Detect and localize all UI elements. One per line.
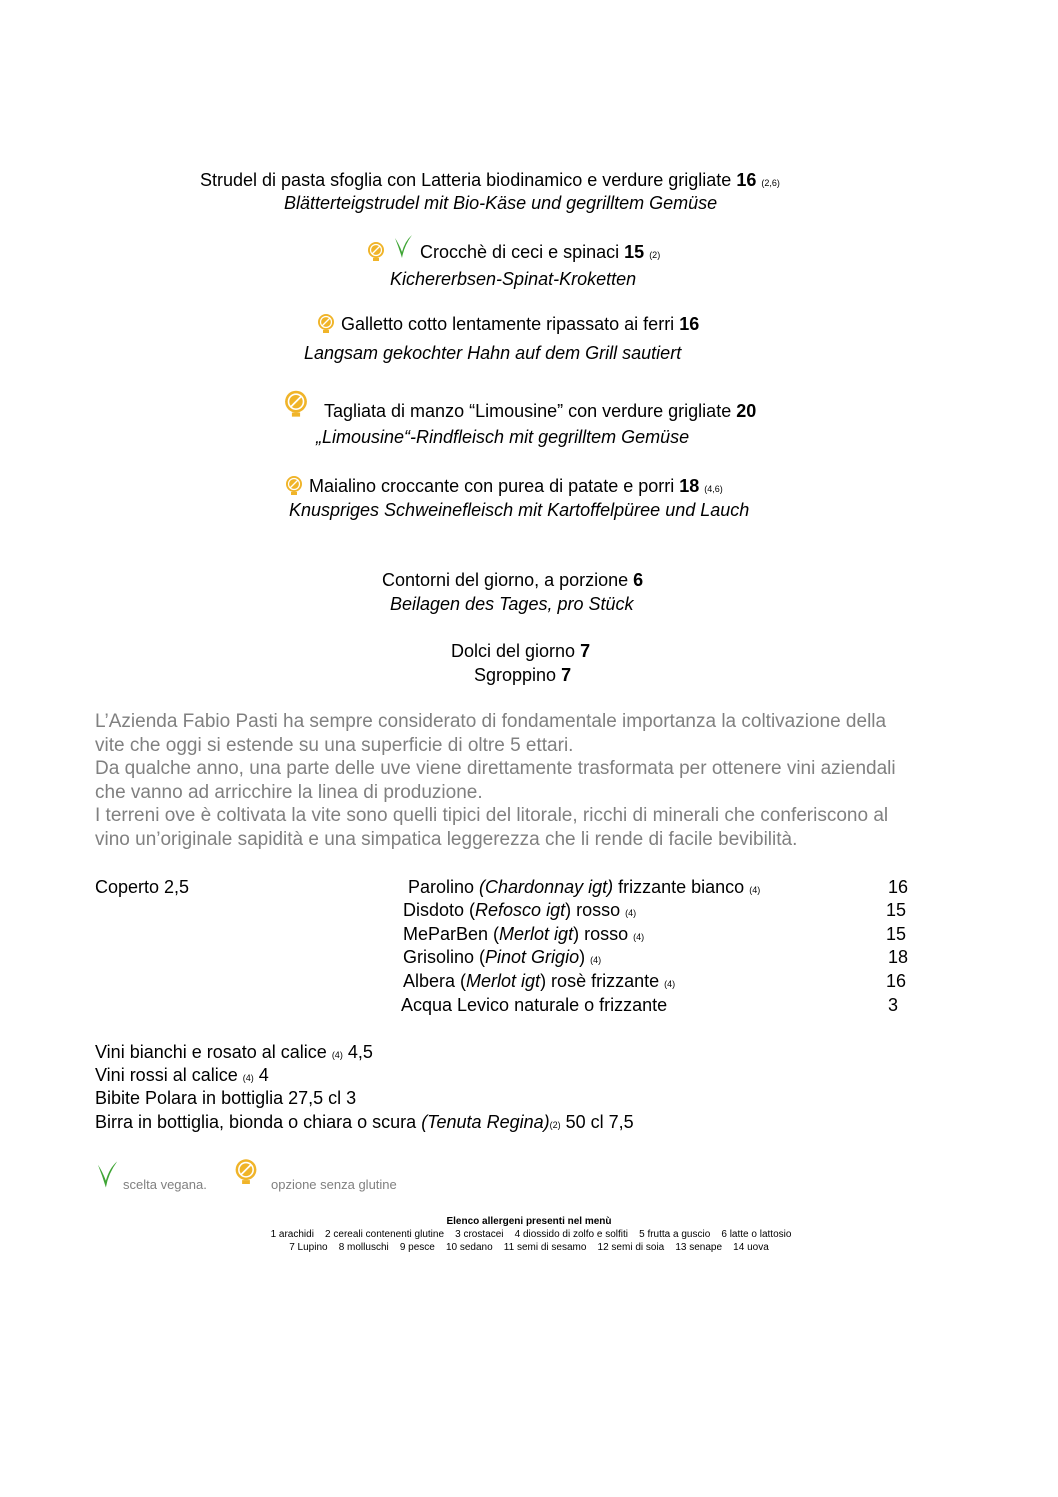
contorni-line [382, 570, 643, 591]
dish-1-line [200, 170, 780, 191]
wine-allergen: (4) [664, 979, 676, 989]
wine-type: frizzante bianco [613, 877, 750, 897]
wine-row [403, 900, 636, 921]
wine-name: Grisolino ( [403, 947, 486, 967]
dolci-name: Dolci del giorno [451, 641, 576, 661]
dish-3-name: Galletto cotto lentamente ripassato ai ferri [341, 314, 675, 334]
dish-2-name: Crocchè di ceci e spinaci [420, 242, 620, 262]
dish-1-german: Blätterteigstrudel mit Bio-Käse und gegrilltem Gemüse [284, 193, 718, 213]
wine-row [403, 924, 644, 945]
wine-name: Parolino [408, 877, 480, 897]
dolci-line [451, 641, 590, 662]
dish-1-price: 16 [736, 170, 757, 190]
glass-row [95, 1065, 269, 1086]
glass-allergen: (4) [331, 1050, 343, 1060]
wine-variety: (Chardonnay igt) [479, 877, 614, 897]
sgroppino-price: 7 [561, 665, 572, 685]
wine-price: 15 [886, 924, 907, 944]
dish-5-line [284, 474, 723, 501]
dish-5-german: Knuspriges Schweinefleisch mit Kartoffelpüree und Lauch [289, 500, 750, 520]
wine-price: 16 [886, 971, 907, 991]
gluten-free-icon [316, 312, 336, 339]
allergen-line-1: 1 arachidi 2 cereali contenenti glutine 3 crostacei 4 diossido di zolfo e solfiti 5 frutta a guscio 6 latte o lattosio [270, 1229, 792, 1240]
glass-allergen: (4) [242, 1073, 254, 1083]
gluten-free-icon [233, 1156, 259, 1191]
wine-price: 3 [888, 995, 899, 1015]
wine-allergen: (4) [633, 932, 645, 942]
glass-price: 4 [253, 1065, 269, 1085]
dish-3-german: Langsam gekochter Hahn auf dem Grill sautiert [304, 343, 682, 363]
wine-price: 16 [888, 877, 909, 897]
gluten-free-icon [366, 240, 386, 267]
wine-price: 18 [888, 947, 909, 967]
wine-variety: Merlot igt [466, 971, 541, 991]
legend-gluten: opzione senza glutine [271, 1177, 397, 1192]
glass-row [95, 1042, 373, 1063]
glass-price: 4,5 [342, 1042, 373, 1062]
dolci-price: 7 [580, 641, 591, 661]
coperto: Coperto 2,5 [95, 877, 190, 897]
dish-2-allergens: (2) [649, 250, 661, 260]
wine-row [401, 995, 667, 1016]
dish-2-german: Kichererbsen-Spinat-Kroketten [390, 269, 637, 289]
wine-name: Acqua Levico naturale o frizzante [401, 995, 668, 1015]
dish-5-price: 18 [679, 476, 700, 496]
glass-name: Vini bianchi e rosato al calice [95, 1042, 332, 1062]
about-line: vite che oggi si estende su una superficie di oltre 5 ettari. [95, 734, 574, 756]
dish-2-price: 15 [624, 242, 645, 262]
wine-type: ) [579, 947, 591, 967]
glass-brand: (Tenuta Regina) [421, 1112, 550, 1132]
vegan-icon [93, 1158, 121, 1197]
wine-allergen: (4) [590, 955, 602, 965]
wine-allergen: (4) [625, 908, 637, 918]
wine-type: ) rosso [573, 924, 634, 944]
about-line: che vanno ad arricchire la linea di produzione. [95, 781, 483, 803]
dish-4-line [324, 401, 756, 422]
dish-5-allergens: (4,6) [704, 484, 723, 494]
wine-row [403, 947, 601, 968]
contorni-name: Contorni del giorno, a porzione [382, 570, 629, 590]
wine-row [403, 971, 675, 992]
wine-variety: Merlot igt [499, 924, 574, 944]
wine-row [408, 877, 760, 898]
wine-type: ) rosso [565, 900, 626, 920]
about-line: I terreni ove è coltivata la vite sono quelli tipici del litorale, ricchi di minerali che conferiscono al [95, 805, 889, 826]
glass-row [95, 1088, 356, 1109]
allergen-title: Elenco allergeni presenti nel menù [446, 1216, 612, 1227]
wine-type: ) rosè frizzante [540, 971, 665, 991]
wine-variety: Pinot Grigio [485, 947, 580, 967]
dish-4-german: „Limousine“-Rindfleisch mit gegrilltem Gemüse [316, 427, 690, 447]
contorni-german: Beilagen des Tages, pro Stück [390, 594, 634, 614]
wine-name: Albera ( [403, 971, 467, 991]
about-paragraph [95, 710, 896, 851]
glass-name: Birra in bottiglia, bionda o chiara o scura [95, 1112, 422, 1132]
about-line: Da qualche anno, una parte delle uve viene direttamente trasformata per ottenere vini aziendali [95, 758, 896, 779]
vegan-icon [391, 232, 415, 267]
wine-name: MeParBen ( [403, 924, 500, 944]
dish-1-name: Strudel di pasta sfoglia con Latteria biodinamico e verdure grigliate [200, 170, 732, 190]
legend-vegan: scelta vegana. [123, 1177, 207, 1192]
dish-3-line [316, 312, 699, 339]
dish-5-name: Maialino croccante con purea di patate e porri [309, 476, 675, 496]
about-line: vino un’originale sapidità e una simpatica leggerezza che li rende di facile bevibilità. [95, 828, 798, 850]
wine-name: Disdoto ( [403, 900, 476, 920]
gluten-free-icon [282, 388, 310, 423]
glass-allergen: (2) [549, 1120, 561, 1130]
contorni-price: 6 [633, 570, 644, 590]
glass-name: Vini rossi al calice [95, 1065, 243, 1085]
gluten-free-icon [284, 474, 304, 501]
glass-price: 50 cl 7,5 [560, 1112, 634, 1132]
about-line: L’Azienda Fabio Pasti ha sempre considerato di fondamentale importanza la coltivazione della [95, 711, 887, 732]
dish-1-allergens: (2,6) [761, 178, 780, 188]
dish-4-name: Tagliata di manzo “Limousine” con verdure grigliate [324, 401, 732, 421]
dish-2-line [366, 232, 660, 267]
glass-name: Bibite Polara in bottiglia 27,5 cl 3 [95, 1088, 357, 1108]
sgroppino-line [474, 665, 571, 686]
dish-3-price: 16 [679, 314, 700, 334]
dish-4-price: 20 [736, 401, 757, 421]
wine-variety: Refosco igt [475, 900, 566, 920]
allergen-line-2: 7 Lupino 8 molluschi 9 pesce 10 sedano 11 semi di sesamo 12 semi di soia 13 senape 14 uova [289, 1242, 769, 1253]
wine-price: 15 [886, 900, 907, 920]
sgroppino-name: Sgroppino [474, 665, 557, 685]
glass-row [95, 1112, 634, 1133]
wine-allergen: (4) [749, 885, 761, 895]
